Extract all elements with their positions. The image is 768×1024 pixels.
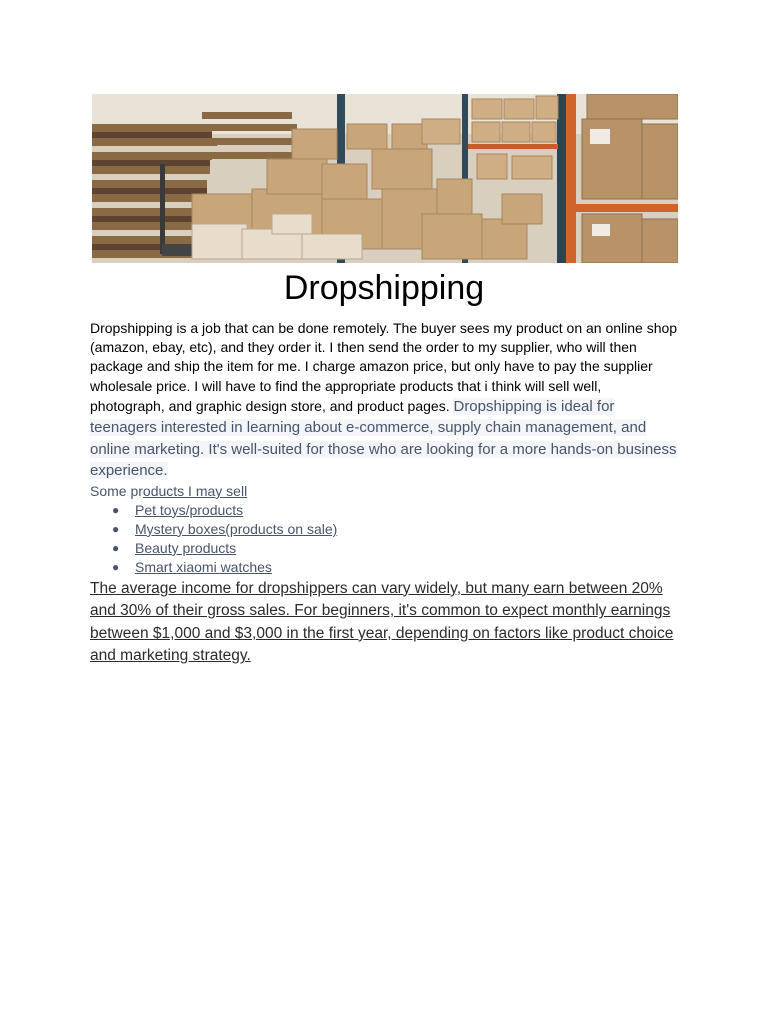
products-label-rest: oducts I may sell <box>142 482 248 499</box>
intro-text: Dropshipping is a job that can be done remotely. The buyer sees my product on an online shop (amazon, ebay, etc), and they order it. I then send the order to my supplier, who will then package and ship the item for me. I charge amazon price, but only have to pay the supplier wholesale price. I will have to find the appropriate products that i think will sell well, photograph, and graphic design store, and product pages. <box>90 320 678 414</box>
income-paragraph[interactable]: The average income for dropshippers can vary widely, but many earn between 20% and 30% of their gross sales. For beginners, it's common to expect monthly earnings between $1,000 and $3,000 in the first year, depending on factors like product choice and marketing strategy. <box>90 579 674 665</box>
bullet-icon: ● <box>112 559 120 574</box>
document-title: Dropshipping <box>283 269 485 307</box>
list-item <box>112 558 678 577</box>
warehouse-image <box>92 94 678 263</box>
product-link[interactable]: Mystery boxes(products on sale) <box>135 520 338 537</box>
list-item <box>112 539 678 558</box>
product-link[interactable]: Pet toys/products <box>135 501 244 518</box>
intro-paragraph <box>90 319 678 482</box>
bullet-icon: ● <box>112 521 120 536</box>
product-link[interactable]: Beauty products <box>135 539 237 556</box>
products-list <box>90 501 678 577</box>
products-label-prefix: Some pr <box>90 482 143 499</box>
document-page <box>90 94 678 668</box>
bullet-icon: ● <box>112 540 120 555</box>
product-link[interactable]: Smart xiaomi watches <box>135 558 272 575</box>
list-item <box>112 520 678 539</box>
highlighted-text: Dropshipping is ideal for teenagers interested in learning about e-commerce, supply chain management, and online marketing. It's well-suited for those who are looking for a more hands-on business experience. <box>90 397 677 480</box>
list-item <box>112 501 678 520</box>
bullet-icon: ● <box>112 502 120 517</box>
products-label <box>90 482 678 501</box>
